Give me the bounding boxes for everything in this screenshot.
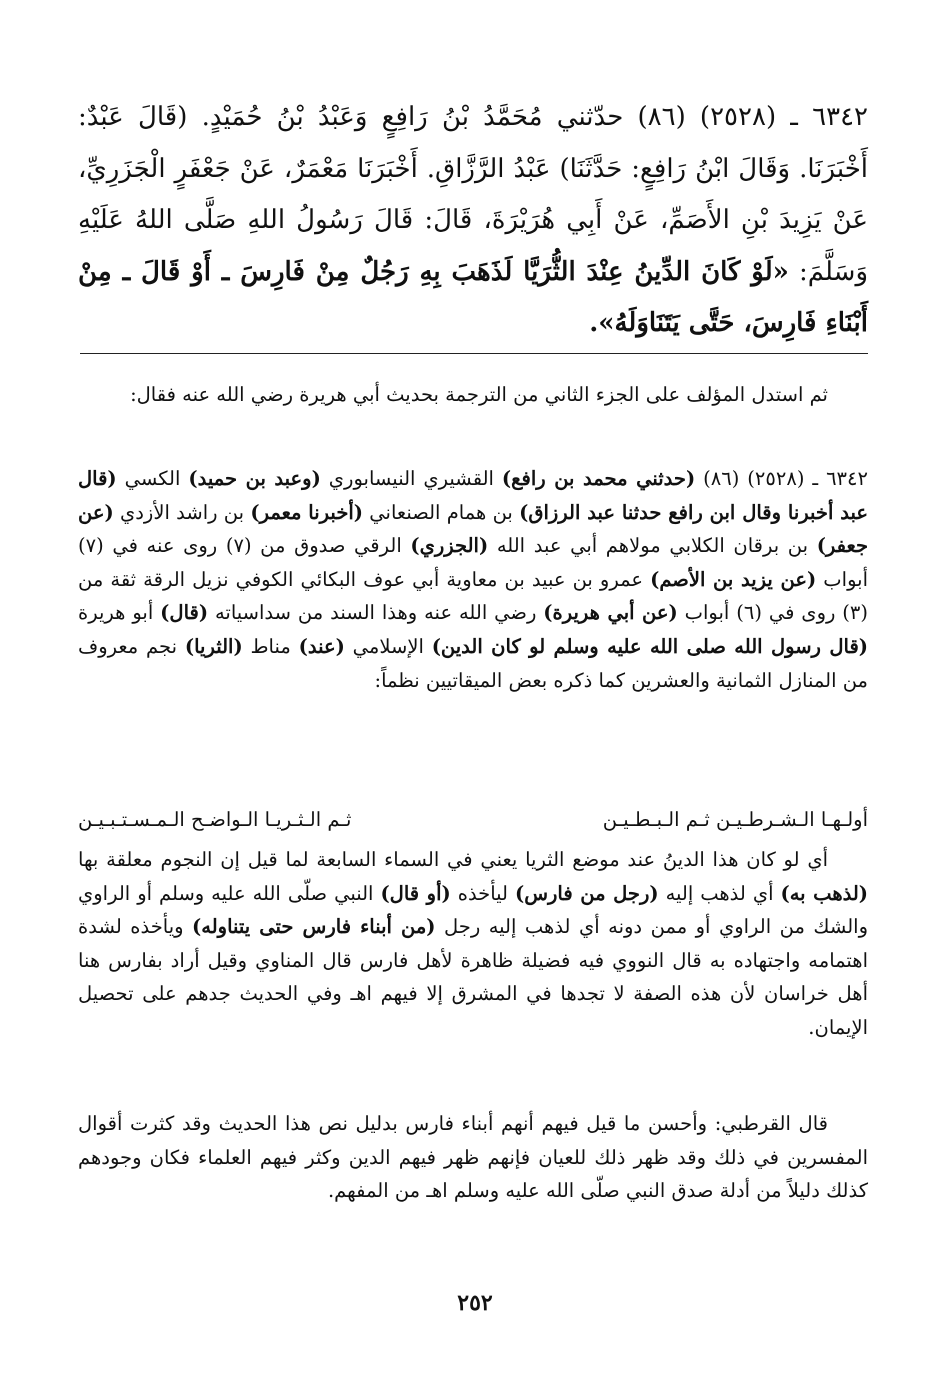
bold-segment: (رجل من فارس) xyxy=(514,881,659,905)
poem-verse xyxy=(78,803,868,837)
bold-segment: (من أبناء فارس حتى يتناوله) xyxy=(192,915,436,939)
bold-segment: (أخبرنا معمر) xyxy=(250,500,364,524)
text-segment: الكسي xyxy=(116,467,189,490)
text-segment: ٦٣٤٢ ـ (٢٥٢٨) (٨٦) xyxy=(695,467,868,490)
hadith-quote: «لَوْ كَانَ الدِّينُ عِنْدَ الثُّرَيَّا لَذَهَبَ بِهِ رَجُلٌ مِنْ فَارِسَ ـ أَوْ قَالَ ـ مِنْ أَبْنَاءِ فَارِسَ، حَتَّى يَتَنَاوَلَهُ». xyxy=(78,256,868,338)
bold-segment: (عن يزيد بن الأصم) xyxy=(650,567,817,591)
bold-segment: (أو قال) xyxy=(380,881,451,905)
text-segment: ليأخذه xyxy=(450,881,515,905)
text-segment: نجم معروف من المنازل الثمانية والعشرين كما ذكره بعض الميقاتيين نظماً: xyxy=(78,634,868,692)
bold-segment: (وعبد بن حميد) xyxy=(188,467,321,490)
hadith-text xyxy=(78,92,868,350)
bold-segment: (حدثني محمد بن رافع) xyxy=(501,467,696,490)
section-divider xyxy=(80,353,868,354)
commentary-intro: ثم استدل المؤلف على الجزء الثاني من الترجمة بحديث أبي هريرة رضي الله عنه فقال: xyxy=(130,383,828,406)
poem-first-hemistich: أولـهـا الـشـرطـيـن ثـم الـبـطـيـن xyxy=(602,808,868,831)
bold-segment: (عند) xyxy=(298,634,345,658)
hadith-chain: ٦٣٤٢ ـ (٢٥٢٨) (٨٦) حدّثني مُحَمَّدُ بْنُ رَافِعٍ وَعَبْدُ بْنُ حُمَيْدٍ. (قَالَ عَبْدٌ: أَخْبَرَنَا. وَقَالَ ابْنُ رَافِعٍ: حَدَّثَنَا) عَبْدُ الرَّزَّاقِ. أَخْبَرَنَا مَعْمَرٌ، عَنْ جَعْفَرٍ الْجَزَرِيِّ، عَنْ يَزِيدَ بْنِ الأَصَمِّ، عَنْ أَبِي هُرَيْرَةَ، قَالَ: قَالَ رَسُولُ اللهِ صَلَّى اللهُ عَلَيْهِ وَسَلَّمَ: xyxy=(78,102,869,287)
text-segment: عمرو بن عبيد بن معاوية أبي عوف البكائي الكوفي نزيل الرقة ثقة من (٣) روى في (٦) أبواب xyxy=(78,567,869,625)
page-number: ٢٥٢ xyxy=(457,1290,493,1316)
poem-second-hemistich: ثـم الـثـريـا الـواضـح الـمـسـتـبـيـن xyxy=(78,808,352,831)
commentary-qurtubi: قال القرطبي: وأحسن ما قيل فيهم أنهم أبناء فارس بدليل نص هذا الحديث وقد كثرت أقوال المفسرين في ذلك وقد ظهر ذلك للعيان فإنهم ظهر فيهم الدين وكثر فيهم العلماء فكان وجودهم كذلك دليلاً من أدلة صدق النبي صلّى الله عليه وسلم اهـ من المفهم. xyxy=(78,1112,868,1203)
bold-segment: (عن أبي هريرة) xyxy=(543,601,678,625)
bold-segment: (قال رسول الله صلى الله عليه وسلم لو كان الدين) xyxy=(431,634,869,658)
text-segment: بن همام الصنعاني xyxy=(363,500,520,524)
bold-segment: (قال عبد أخبرنا وقال ابن رافع حدثنا عبد الرزاق) xyxy=(78,467,868,524)
text-segment: النبي صلّى الله عليه وسلم أو الراوي والشك من الراوي أو ممن دونه أي لذهب إليه رجل xyxy=(78,881,869,939)
text-segment: الرقي صدوق من (٧) روى عنه في (٧) أبواب xyxy=(78,534,868,591)
text-segment: الإسلامي xyxy=(344,634,432,658)
bold-segment: (لذهب به) xyxy=(780,881,869,905)
commentary-isnad xyxy=(78,462,868,697)
bold-segment: (الثريا) xyxy=(184,634,243,658)
text-segment: ويأخذه لشدة اهتمامه واجتهاده به قال النووي فيه فضيلة ظاهرة لأهل فارس قال المناوي وقيل أراد بفارس هنا أهل خراسان لأن هذه الصفة لا تجدها في المشرق إلا فيهم اهـ وفي الحديث جدهم على تحصيل الإيمان. xyxy=(78,915,868,1039)
text-segment: رضي الله عنه وهذا السند من سداسياته xyxy=(208,601,544,625)
text-segment: أبو هريرة xyxy=(78,601,161,625)
text-segment: بن برقان الكلابي مولاهم أبي عبد الله xyxy=(488,534,817,558)
bold-segment: (قال) xyxy=(160,601,209,625)
text-segment: أي لو كان هذا الدينُ عند موضع الثريا يعني في السماء السابعة لما قيل إن النجوم معلقة بها xyxy=(78,848,828,871)
bold-segment: (الجزري) xyxy=(410,534,489,558)
text-segment: القشيري النيسابوري xyxy=(320,467,502,490)
text-segment: أي لذهب إليه xyxy=(658,881,781,905)
commentary-explanation xyxy=(78,843,868,1045)
bold-segment: (عن جعفر) xyxy=(78,500,868,558)
text-segment: بن راشد الأزدي xyxy=(113,500,251,524)
text-segment: مناط xyxy=(242,634,299,658)
